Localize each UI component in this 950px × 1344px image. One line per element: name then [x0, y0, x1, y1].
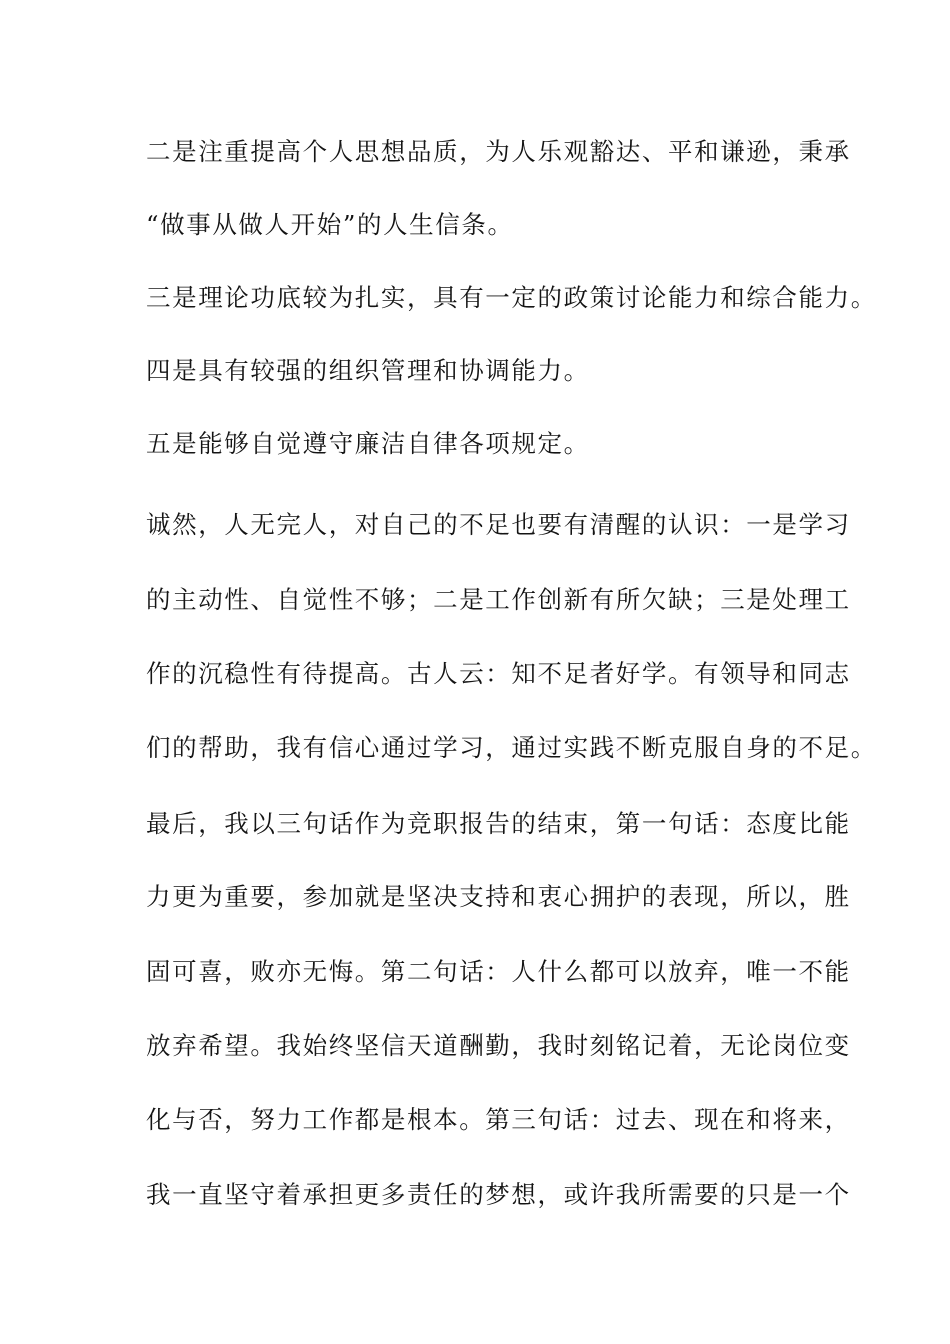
text-line: “做事从做人开始”的人生信条。: [146, 210, 514, 239]
text-line: 二是注重提高个人思想品质，为人乐观豁达、平和谦逊，秉承: [146, 137, 851, 166]
text-line: 放弃希望。我始终坚信天道酬勤，我时刻铭记着，无论岗位变: [146, 1031, 851, 1060]
text-line: 作的沉稳性有待提高。古人云：知不足者好学。有领导和同志: [146, 659, 851, 688]
text-line: 五是能够自觉遵守廉洁自律各项规定。: [146, 429, 590, 458]
text-line: 诚然，人无完人，对自己的不足也要有清醒的认识：一是学习: [146, 510, 851, 539]
text-line: 我一直坚守着承担更多责任的梦想，或许我所需要的只是一个: [146, 1180, 851, 1209]
text-line: 三是理论功底较为扎实，具有一定的政策讨论能力和综合能力。: [146, 283, 877, 312]
text-line: 的主动性、自觉性不够；二是工作创新有所欠缺；三是处理工: [146, 585, 851, 614]
text-line: 最后，我以三句话作为竞职报告的结束，第一句话：态度比能: [146, 809, 851, 838]
text-line: 化与否，努力工作都是根本。第三句话：过去、现在和将来，: [146, 1105, 851, 1134]
text-line: 们的帮助，我有信心通过学习，通过实践不断克服自身的不足。: [146, 733, 877, 762]
text-line: 四是具有较强的组织管理和协调能力。: [146, 356, 590, 385]
text-line: 力更为重要，参加就是坚决支持和衷心拥护的表现，所以，胜: [146, 882, 851, 911]
text-line: 固可喜，败亦无悔。第二句话：人什么都可以放弃，唯一不能: [146, 957, 851, 986]
